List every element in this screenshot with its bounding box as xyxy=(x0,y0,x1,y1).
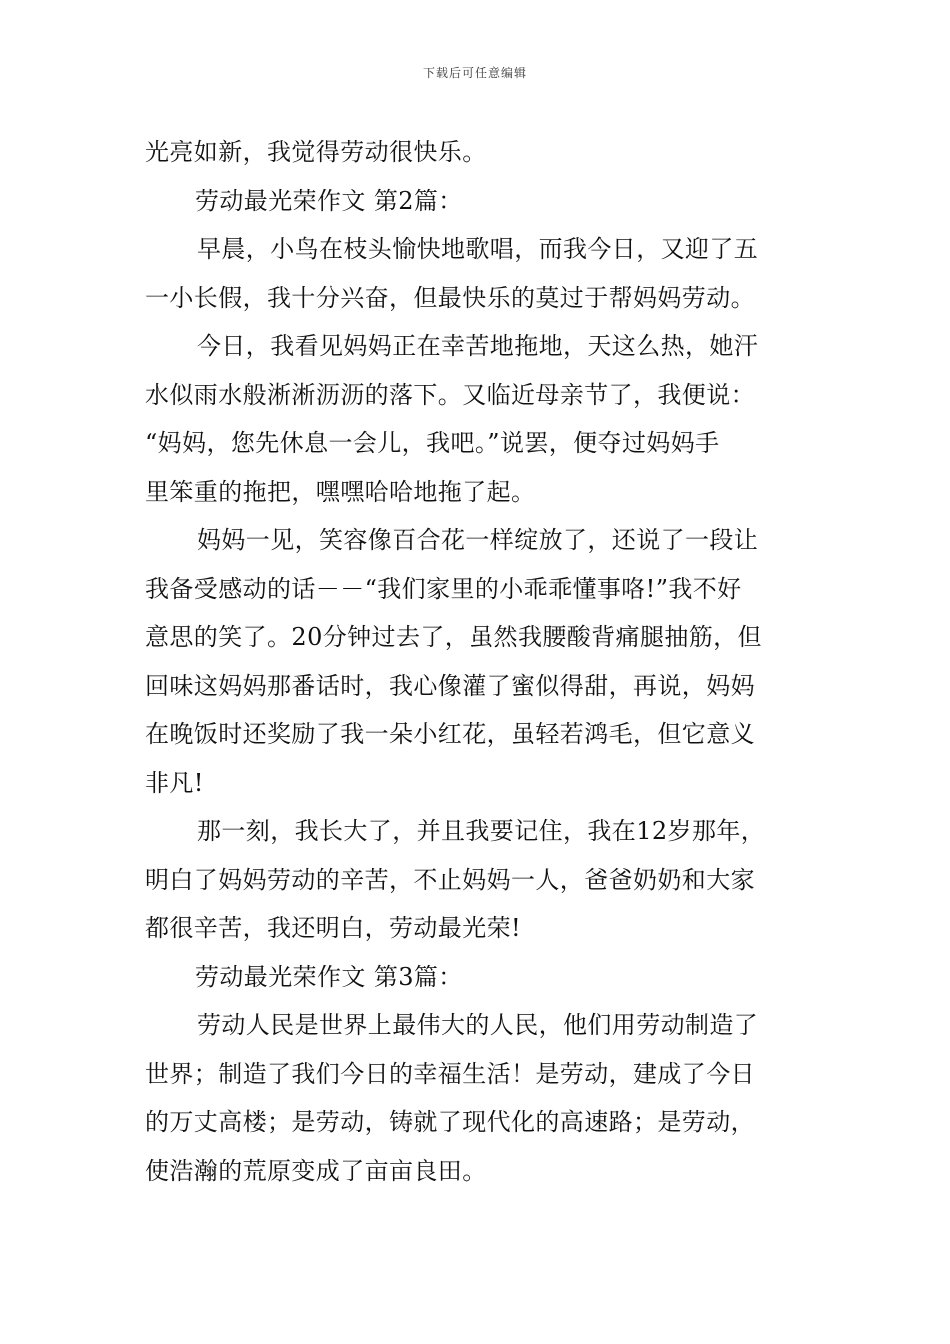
text-line: 非凡! xyxy=(145,768,204,797)
page-header: 下载后可任意编辑 xyxy=(422,66,527,80)
text-line: 一小长假，我十分兴奋，但最快乐的莫过于帮妈妈劳动。 xyxy=(145,283,755,312)
text-line: 在晚饭时还奖励了我一朵小红花，虽轻若鸿毛，但它意义 xyxy=(145,720,755,748)
text-line: 我备受感动的话－－“我们家里的小乖乖懂事咯!”我不好 xyxy=(145,574,742,603)
text-line: 劳动人民是世界上最伟大的人民，他们用劳动制造了 xyxy=(197,1011,759,1039)
text-line: 意思的笑了。20分钟过去了，虽然我腰酸背痛腿抽筋，但 xyxy=(145,623,762,651)
text-line: “妈妈，您先休息一会儿，我吧。”说罢，便夺过妈妈手 xyxy=(145,429,720,457)
text-line: 明白了妈妈劳动的辛苦，不止妈妈一人，爸爸奶奶和大家 xyxy=(145,865,755,894)
text-line: 光亮如新，我觉得劳动很快乐。 xyxy=(145,138,487,166)
text-line: 早晨，小鸟在枝头愉快地歌唱，而我今日，又迎了五 xyxy=(197,235,759,263)
section-heading: 劳动最光荣作文 第3篇： xyxy=(195,962,463,991)
text-line: 水似雨水般淅淅沥沥的落下。又临近母亲节了，我便说： xyxy=(145,380,755,409)
section-heading: 劳动最光荣作文 第2篇： xyxy=(195,186,463,215)
text-line: 的万丈高楼；是劳动，铸就了现代化的高速路；是劳动， xyxy=(145,1108,755,1136)
text-line: 那一刻，我长大了，并且我要记住，我在12岁那年， xyxy=(197,817,766,845)
document-body xyxy=(145,128,810,1195)
text-line: 使浩瀚的荒原变成了亩亩良田。 xyxy=(145,1156,487,1185)
text-line: 回味这妈妈那番话时，我心像灌了蜜似得甜，再说，妈妈 xyxy=(145,671,755,700)
text-line: 里笨重的拖把，嘿嘿哈哈地拖了起。 xyxy=(145,477,536,506)
text-line: 今日，我看见妈妈正在幸苦地拖地，天这么热，她汗 xyxy=(197,332,759,360)
text-line: 都很辛苦，我还明白，劳动最光荣! xyxy=(145,914,522,942)
text-line: 妈妈一见，笑容像百合花一样绽放了，还说了一段让 xyxy=(197,526,759,554)
text-line: 世界；制造了我们今日的幸福生活！是劳动，建成了今日 xyxy=(145,1059,755,1088)
